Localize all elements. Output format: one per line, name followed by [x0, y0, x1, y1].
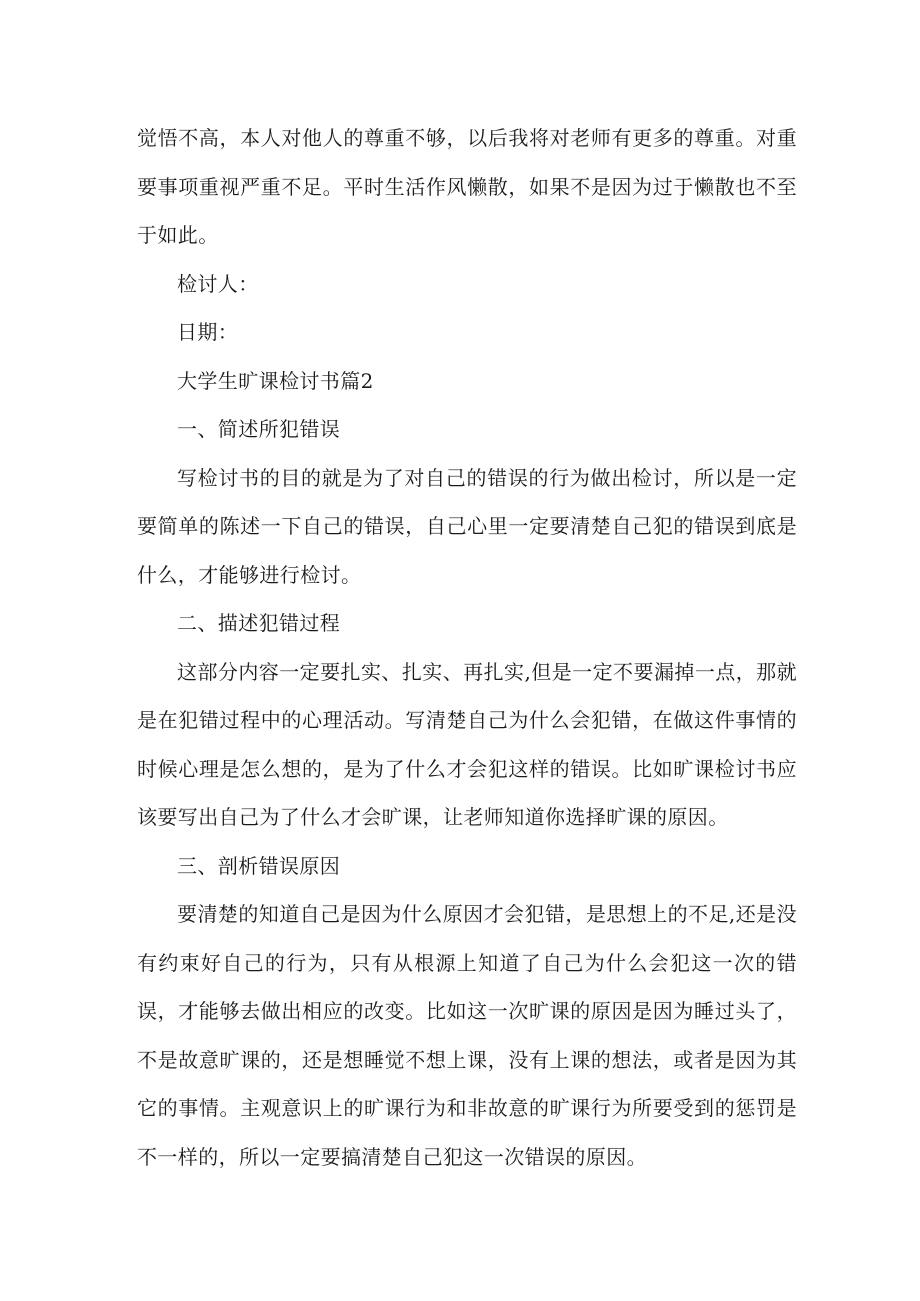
- date-label: 日期：: [177, 320, 239, 344]
- paragraph-3: 要清楚的知道自己是因为什么原因才会犯错，是思想上的不足,还是没有约束好自己的行为，只有从根源上知道了自己为什么会犯这一次的错误，才能够去做出相应的改变。比如这一次旷课的原因是因为睡过头了，不是故意旷课的，还是想睡觉不想上课，没有上课的想法，或者是因为其它的事情。主观意识上的旷课行为和非故意的旷课行为所要受到的惩罚是不一样的，所以一定要搞清楚自己犯这一次错误的原因。: [137, 902, 797, 1169]
- paragraph-intro-continuation: 觉悟不高，本人对他人的尊重不够，以后我将对老师有更多的尊重。对重要事项重视严重不足。平时生活作风懒散，如果不是因为过于懒散也不至于如此。: [137, 126, 797, 247]
- heading-2: 二、描述犯错过程: [177, 611, 341, 635]
- heading-3: 三、剖析错误原因: [177, 853, 341, 878]
- paragraph-1: 写检讨书的目的就是为了对自己的错误的行为做出检讨，所以是一定要简单的陈述一下自己的错误，自己心里一定要清楚自己犯的错误到底是什么，才能够进行检讨。: [137, 465, 797, 587]
- signature-label: 检讨人：: [177, 271, 259, 296]
- document-body: [137, 114, 797, 1181]
- paragraph-2: 这部分内容一定要扎实、扎实、再扎实,但是一定不要漏掉一点，那就是在犯错过程中的心理活动。写清楚自己为什么会犯错，在做这件事情的时候心理是怎么想的，是为了什么才会犯这样的错误。比如旷课检讨书应该要写出自己为了什么才会旷课，让老师知道你选择旷课的原因。: [137, 659, 797, 829]
- section-title: 大学生旷课检讨书篇2: [177, 368, 374, 393]
- heading-1: 一、简述所犯错误: [177, 417, 341, 441]
